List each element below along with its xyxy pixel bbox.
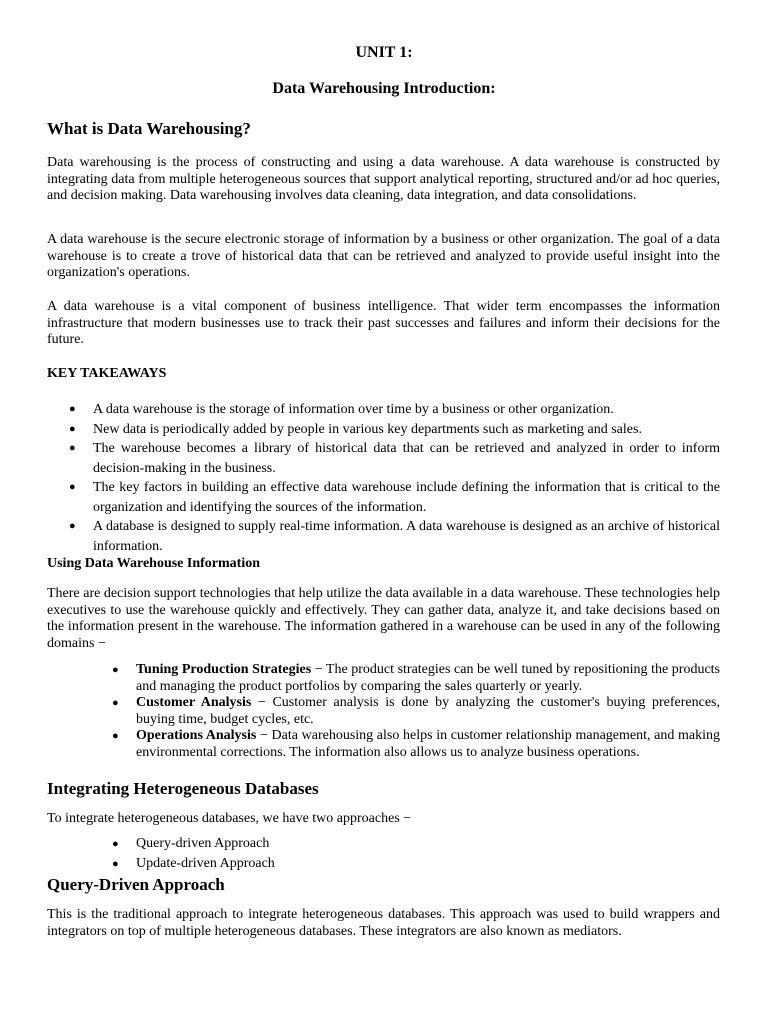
section-heading-query-driven: Query-Driven Approach [47, 875, 225, 894]
list-item: ● New data is periodically added by people in various key departments such as marketing and sales. [47, 420, 720, 440]
domain-description: − Customer analysis is done by analyzing the customer's buying preferences, buying time, budget cycles, etc. [136, 695, 720, 727]
domains-list [89, 662, 720, 761]
list-item [89, 728, 720, 761]
domain-term: Customer Analysis [136, 695, 252, 710]
using-info-heading: Using Data Warehouse Information [47, 556, 261, 571]
list-item: ● Update-driven Approach [89, 854, 720, 874]
key-takeaways-heading: KEY TAKEAWAYS [47, 366, 167, 381]
domain-term: Operations Analysis [136, 728, 257, 743]
paragraph-business-intelligence: A data warehouse is a vital component of business intelligence. That wider term encompasses the information infrastructure that modern businesses use to track their past successes and failures and inform their decisions for the future. [47, 299, 720, 347]
paragraph-definition: Data warehousing is the process of constructing and using a data warehouse. A data warehouse is constructed by integrating data from multiple heterogeneous sources that support analytical reporting, structured and/or ad hoc queries, and decision making. Data warehousing involves data cleaning, data integration, and data consolidations. [47, 155, 720, 203]
list-item: ● The key factors in building an effective data warehouse include defining the information that is critical to the organization and identifying the sources of the information. [47, 478, 720, 517]
section-heading-what-is-data-warehousing: What is Data Warehousing? [47, 119, 251, 138]
integrating-intro: To integrate heterogeneous databases, we have two approaches − [47, 811, 412, 826]
key-takeaways-list [47, 400, 720, 556]
approaches-list [89, 834, 720, 874]
paragraph-query-driven: This is the traditional approach to integrate heterogeneous databases. This approach was used to build wrappers and integrators on top of multiple heterogeneous databases. These integrators are also known as mediators. [47, 907, 720, 939]
paragraph-decision-support: There are decision support technologies that help utilize the data available in a data warehouse. These technologies help executives to use the warehouse quickly and effectively. They can gather data, analyze it, and take decisions based on the information present in the warehouse. The information gathered in a warehouse can be used in any of the following domains − [47, 586, 720, 651]
list-item [89, 695, 720, 728]
unit-title: UNIT 1: [355, 44, 413, 61]
intro-title: Data Warehousing Introduction: [272, 80, 496, 97]
paragraph-secure-storage: A data warehouse is the secure electronic storage of information by a business or other organization. The goal of a data warehouse is to create a trove of historical data that can be retrieved and analyzed to provide useful insight into the organization's operations. [47, 232, 720, 280]
list-item: ● A data warehouse is the storage of information over time by a business or other organization. [47, 400, 720, 420]
list-item [89, 662, 720, 695]
list-item: ● The warehouse becomes a library of historical data that can be retrieved and analyzed in order to inform decision-making in the business. [47, 439, 720, 478]
list-item: ● Query-driven Approach [89, 834, 720, 854]
domain-description: − Data warehousing also helps in customer relationship management, and making environmental corrections. The information also allows us to analyze business operations. [136, 728, 720, 760]
domain-description: − The product strategies can be well tuned by repositioning the products and managing the product portfolios by comparing the sales quarterly or yearly. [136, 662, 720, 694]
domain-term: Tuning Production Strategies [136, 662, 312, 677]
section-heading-integrating: Integrating Heterogeneous Databases [47, 779, 319, 798]
list-item: ● A database is designed to supply real-time information. A data warehouse is designed as an archive of historical information. [47, 517, 720, 556]
